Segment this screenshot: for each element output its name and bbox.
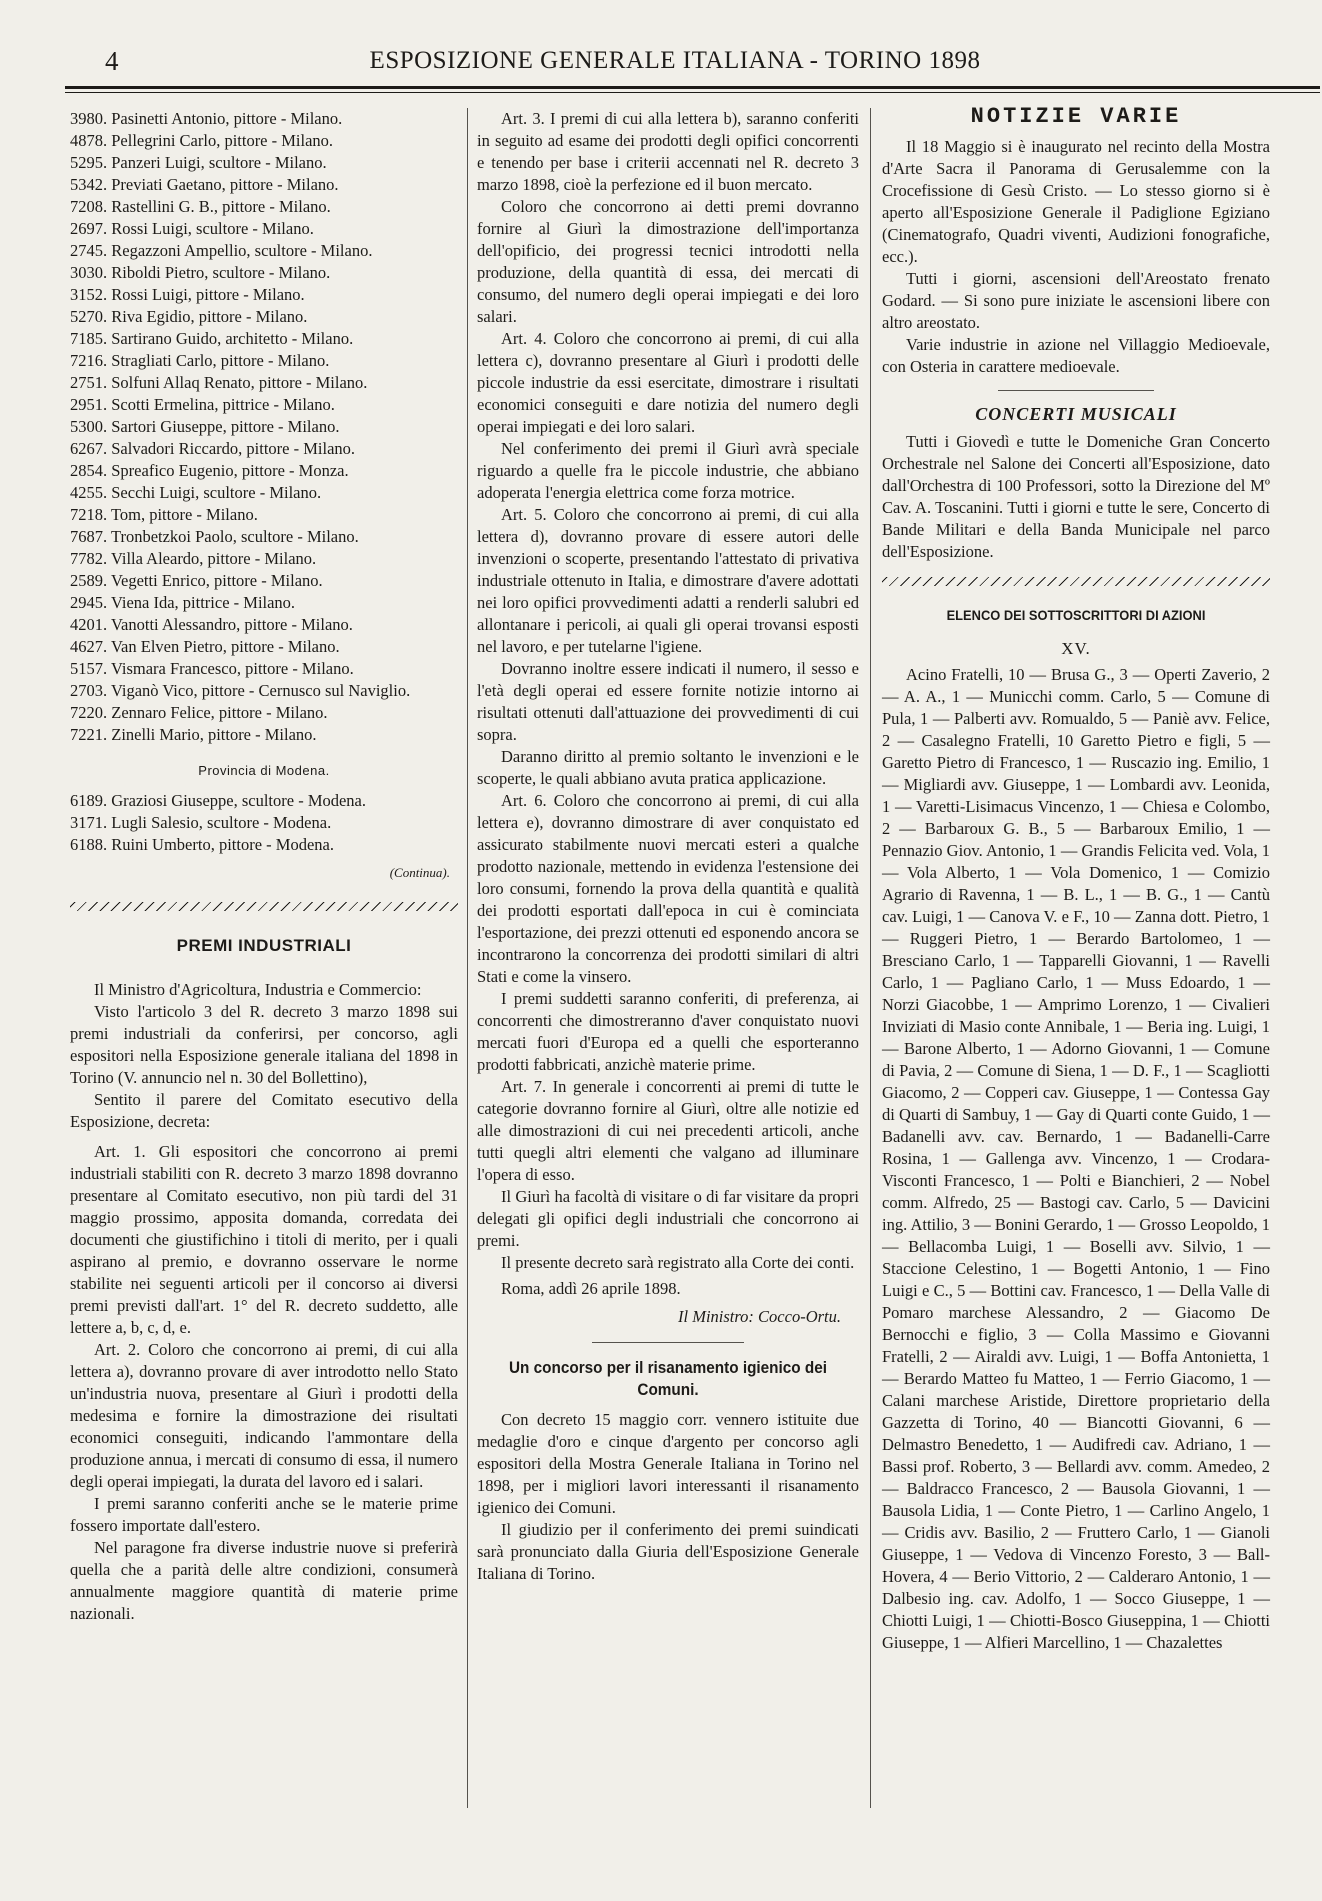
list-item: 3152. Rossi Luigi, pittore - Milano. [70, 285, 305, 304]
exhibitor-list-modena [70, 790, 458, 856]
column-left [70, 108, 458, 1625]
column-divider [870, 108, 871, 1808]
article-paragraph: Art. 5. Coloro che concorrono ai premi, di cui alla lettera d), dovranno provare di essere autori delle invenzioni o scoperte, presentando l'attestato di privativa industriale ottenuto in Italia, e dimostrare d'avere adottati nei loro opifici provvedimenti adatti a renderli salubri ed allontanare i pericoli, ai quali gli operai trovansi esposti nel lavoro, e per tutelarne l'igiene. [477, 505, 859, 656]
section-rule [998, 390, 1153, 391]
list-item: 7687. Tronbetzkoi Paolo, scultore - Milano. [70, 527, 359, 546]
elenco-numeral: XV. [1061, 639, 1091, 658]
list-item: 6189. Graziosi Giuseppe, scultore - Modena. [70, 791, 367, 810]
article-paragraph: Art. 3. I premi di cui alla lettera b), saranno conferiti in seguito ad esame dei prodotti degli opifici concorrenti e tenendo per base i criterii accennati nel R. decreto 3 marzo 1898, cioè la perfezione ed il buon mercato. [477, 109, 859, 194]
article-paragraph: Art. 7. In generale i concorrenti ai premi di tutte le categorie dovranno fornire al Giurì, oltre alle notizie ed alle dimostrazioni di cui nei precedenti articoli, anche tutti quegli altri elementi che valgano ad illuminare l'opera di esso. [477, 1077, 859, 1184]
list-item: 5300. Sartori Giuseppe, pittore - Milano. [70, 417, 340, 436]
article-paragraph: I premi saranno conferiti anche se le materie prime fossero importate dall'estero. [70, 1494, 458, 1535]
igiene-heading: Un concorso per il risanamento igienico dei Comuni. [509, 1358, 827, 1399]
notizie-paragraph: Il 18 Maggio si è inaugurato nel recinto della Mostra d'Arte Sacra il Panorama di Gerusalemme con la Crocefissione di Gesù Cristo. — Lo stesso giorno si è aperto all'Esposizione Generale il Padiglione Egiziano (Cinematografo, Quadri viventi, Audizioni fonografiche, ecc.). [882, 137, 1270, 266]
header-rule-thick [65, 86, 1320, 89]
section-subheading-modena: Provincia di Modena. [198, 763, 330, 778]
concerti-paragraph: Tutti i Giovedì e tutte le Domeniche Gran Concerto Orchestrale nel Salone dei Concerti all'Esposizione, dato dall'Orchestra di 100 Professori, sotto la Direzione del Mº Cav. A. Toscanini. Tutti i giorni e tutte le sere, Concerto di Bande Militari e della Banda Municipale nel parco dell'Esposizione. [882, 432, 1270, 561]
igiene-paragraph: Il giudizio per il conferimento dei premi suindicati sarà pronunciato dalla Giuria dell'Esposizione Generale Italiana di Torino. [477, 1520, 859, 1583]
column-divider [467, 108, 468, 1808]
zigzag-divider [70, 902, 458, 911]
article-paragraph: Il Giurì ha facoltà di visitare o di far visitare da propri delegati gli opifici degli industriali che concorrono ai premi. [477, 1187, 859, 1250]
list-item: 5295. Panzeri Luigi, scultore - Milano. [70, 153, 327, 172]
article-paragraph: Daranno diritto al premio soltanto le invenzioni e le scoperte, le quali abbiano avuta pratica applicazione. [477, 747, 859, 788]
list-item: 2945. Viena Ida, pittrice - Milano. [70, 593, 296, 612]
list-item: 2697. Rossi Luigi, scultore - Milano. [70, 219, 314, 238]
list-item: 7185. Sartirano Guido, architetto - Milano. [70, 329, 354, 348]
list-item: 5157. Vismara Francesco, pittore - Milano. [70, 659, 354, 678]
continued-note: (Continua). [389, 865, 450, 880]
list-item: 7782. Villa Aleardo, pittore - Milano. [70, 549, 317, 568]
list-item: 2703. Viganò Vico, pittore - Cernusco sul Naviglio. [70, 681, 411, 700]
page-title: ESPOSIZIONE GENERALE ITALIANA - TORINO 1898 [369, 47, 981, 74]
article-paragraph: Coloro che concorrono ai detti premi dovranno fornire al Giurì la dimostrazione dell'importanza dell'opificio, dei progressi tecnici introdotti nella produzione, della quantità di essa, dei mercati di consumo, del numero degli operai impiegati e dei loro salari. [477, 197, 859, 326]
article-paragraph: Art. 6. Coloro che concorrono ai premi, di cui alla lettera e), dovranno dimostrare di aver conquistato ed assicurato stabilmente nuovi mercati esteri a qualche prodotto nazionale, mettendo in evidenza l'estensione dei loro consumi, fornendo la prova della quantità e qualità dei prodotti esportati dall'epoca in cui è cominciata l'esportazione, dei prezzi ottenuti ed esponendo ancora se incontrarono la concorrenza dei prodotti similari di altri Stati e come la vinsero. [477, 791, 859, 986]
article-paragraph: Art. 1. Gli espositori che concorrono ai premi industriali stabiliti con R. decreto 3 marzo 1898 dovranno presentare al Comitato esecutivo, non più tardi del 31 maggio prossimo, apposita domanda, corredata dei documenti che giustifichino i titoli di merito, per i quali aspirano al premio, e dovranno osservare le norme stabilite nei seguenti articoli per il concorso ai diversi premi previsti dall'art. 1° del R. decreto suddetto, alle lettere a, b, c, d, e. [70, 1142, 458, 1337]
article-paragraph: Nel conferimento dei premi il Giurì avrà speciale riguardo a quelle fra le piccole industrie, che abbiano adoperata l'energia elettrica come forza motrice. [477, 439, 859, 502]
list-item: 7218. Tom, pittore - Milano. [70, 505, 258, 524]
column-right [882, 104, 1270, 1654]
list-item: 4878. Pellegrini Carlo, pittore - Milano. [70, 131, 334, 150]
list-item: 7221. Zinelli Mario, pittore - Milano. [70, 725, 317, 744]
list-item: 7216. Stragliati Carlo, pittore - Milano. [70, 351, 330, 370]
article-paragraph: Art. 4. Coloro che concorrono ai premi, di cui alla lettera c), dovranno presentare al Giurì i prodotti delle piccole industrie da essi esercitate, dimostrare i risultati economici conseguiti e dare notizia del numero degli operai impiegati e dei loro salari. [477, 329, 859, 436]
premi-paragraph: Sentito il parere del Comitato esecutivo della Esposizione, decreta: [70, 1090, 458, 1131]
list-item: 3171. Lugli Salesio, scultore - Modena. [70, 813, 332, 832]
list-item: 4627. Van Elven Pietro, pittore - Milano. [70, 637, 340, 656]
exhibitor-list-milano [70, 108, 458, 746]
decree-date: Roma, addì 26 aprile 1898. [501, 1279, 681, 1298]
article-paragraph: Dovranno inoltre essere indicati il numero, il sesso e l'età degli operai ed essere fornite notizie intorno ai risultati ottenuti dall'attuazione dei provvedimenti di cui sopra. [477, 659, 859, 744]
list-item: 2745. Regazzoni Ampellio, scultore - Milano. [70, 241, 373, 260]
page-header [95, 40, 1255, 86]
list-item: 2854. Spreafico Eugenio, pittore - Monza. [70, 461, 349, 480]
list-item: 2951. Scotti Ermelina, pittrice - Milano. [70, 395, 335, 414]
section-rule [592, 1342, 745, 1343]
list-item: 2589. Vegetti Enrico, pittore - Milano. [70, 571, 323, 590]
list-item: 4255. Secchi Luigi, scultore - Milano. [70, 483, 322, 502]
igiene-paragraph: Con decreto 15 maggio corr. vennero istituite due medaglie d'oro e cinque d'argento per concorso agli espositori della Mostra Generale Italiana in Torino nel 1898, per i migliori lavori interessanti il risanamento igienico dei Comuni. [477, 1410, 859, 1517]
article-paragraph: Nel paragone fra diverse industrie nuove si preferirà quella che a parità delle altre condizioni, consumerà annualmente maggiore quantità di materie prime nazionali. [70, 1538, 458, 1623]
column-middle [477, 108, 859, 1585]
header-rule-thin [65, 92, 1320, 93]
list-item: 7220. Zennaro Felice, pittore - Milano. [70, 703, 328, 722]
zigzag-divider [882, 577, 1270, 586]
article-paragraph: Il presente decreto sarà registrato alla Corte dei conti. [501, 1253, 855, 1272]
article-paragraph: I premi suddetti saranno conferiti, di preferenza, ai concorrenti che dimostreranno d'aver conquistato nuovi mercati fuori d'Europa ed a quelli che esporteranno prodotti fabbricati, anzichè materie prime. [477, 989, 859, 1074]
premi-paragraph: Il Ministro d'Agricoltura, Industria e Commercio: [94, 980, 422, 999]
list-item: 5342. Previati Gaetano, pittore - Milano. [70, 175, 339, 194]
minister-signature: Il Ministro: Cocco-Ortu. [678, 1307, 841, 1326]
list-item: 6267. Salvadori Riccardo, pittore - Milano. [70, 439, 356, 458]
notizie-paragraph: Tutti i giorni, ascensioni dell'Areostato frenato Godard. — Si sono pure iniziate le ascensioni libere con altro areostato. [882, 269, 1270, 332]
elenco-heading: ELENCO DEI SOTTOSCRITTORI DI AZIONI [946, 607, 1206, 623]
elenco-list: Acino Fratelli, 10 — Brusa G., 3 — Operti Zaverio, 2 — A. A., 1 — Municchi comm. Carlo, 5 — Comune di Pula, 1 — Palberti avv. Romualdo, 5 — Paniè avv. Felice, 2 — Casalegno Fratelli, 10 Garetto Pietro e figli, 5 — Garetto Pietro di Francesco, 1 — Ruscazio ing. Emilio, 1 — Migliardi avv. Giuseppe, 1 — Lombardi avv. Leonida, 1 — Varetti-Lisimacus Vincenzo, 1 — Chiesa e Colombo, 2 — Barbaroux G. B., 5 — Barbaroux Emilio, 1 — Pennazio Giov. Antonio, 1 — Grandis Felicita ved. Vola, 1 — Vola Alberto, 1 — Vola Domenico, 1 — Comizio Agrario di Ravenna, 1 — B. L., 1 — B. G., 1 — Cantù cav. Luigi, 1 — Canova V. e F., 10 — Zanna dott. Pietro, 1 — Ruggeri Pietro, 1 — Berardo Bartolomeo, 1 — Bresciano Carlo, 1 — Tapparelli Giovanni, 1 — Ravelli Carlo, 1 — Pagliano Carlo, 1 — Muss Edoardo, 1 — Norzi Giacobbe, 1 — Amprimo Lorenzo, 1 — Civalieri Inviziati di Masio conte Annibale, 1 — Beria ing. Luigi, 1 — Barone Alberto, 1 — Adorno Giovanni, 1 — Comune di Pavia, 2 — Comune di Siena, 1 — D. F., 1 — Scagliotti Giacomo, 2 — Copperi cav. Giuseppe, 1 — Contessa Gay di Quarti di Sambuy, 1 — Gay di Quarti conte Guido, 1 — Badanelli avv. cav. Bernardo, 1 — Badanelli-Carre Rosina, 1 — Gallenga avv. Vincenzo, 1 — Crodara-Visconti Francesco, 1 — Polti e Bianchieri, 2 — Nobel comm. Alfredo, 25 — Bastogi cav. Carlo, 5 — Davicini ing. Attilio, 3 — Bonini Gerardo, 1 — Grosso Leopoldo, 1 — Bellacomba Luigi, 1 — Boselli avv. Silvio, 1 — Staccione Celestino, 1 — Bogetti Antonio, 1 — Fino Luigi e C., 5 — Bottini cav. Francesco, 1 — Della Valle di Pomaro marchese Alessandro, 2 — Giacomo De Bernocchi e figlio, 3 — Colla Massimo e Giovanni Fratelli, 2 — Airaldi avv. Luigi, 1 — Boffa Antonietta, 1 — Berardo Matteo fu Matteo, 1 — Ferrio Giacomo, 1 — Calani marchese Aristide, Direttore proprietario della Gazzetta di Torino, 40 — Biancotti Giovanni, 6 — Delmastro Benedetto, 1 — Audifredi cav. Adriano, 1 — Bassi prof. Roberto, 3 — Bellardi avv. comm. Amedeo, 2 — Baldracco Francesco, 2 — Bausola Giovanni, 1 — Bausola Lidia, 1 — Conte Pietro, 1 — Carlino Angelo, 1 — Cridis avv. Basilio, 2 — Fruttero Carlo, 1 — Gianoli Giuseppe, 1 — Vedova di Vincenzo Foresto, 3 — Ball-Hovera, 4 — Berio Vittorio, 2 — Calderaro Antonio, 1 — Dalbesio ing. cav. Adolfo, 1 — Socco Giuseppe, 1 — Chiotti Luigi, 1 — Chiotti-Bosco Giuseppina, 1 — Chiotti Giuseppe, 1 — Alfieri Marcellino, 1 — Chazalettes [882, 665, 1270, 1652]
list-item: 7208. Rastellini G. B., pittore - Milano. [70, 197, 331, 216]
concerti-heading: CONCERTI MUSICALI [975, 404, 1177, 424]
list-item: 5270. Riva Egidio, pittore - Milano. [70, 307, 308, 326]
premi-paragraph: Visto l'articolo 3 del R. decreto 3 marzo 1898 sui premi industriali da conferirsi, per concorso, agli espositori nella Esposizione generale italiana del 1898 in Torino (V. annuncio nel n. 30 del Bollettino), [70, 1002, 458, 1087]
list-item: 4201. Vanotti Alessandro, pittore - Milano. [70, 615, 353, 634]
notizie-heading: NOTIZIE VARIE [970, 104, 1182, 129]
list-item: 3030. Riboldi Pietro, scultore - Milano. [70, 263, 331, 282]
list-item: 3980. Pasinetti Antonio, pittore - Milano. [70, 109, 343, 128]
page-number: 4 [105, 46, 119, 76]
list-item: 6188. Ruini Umberto, pittore - Modena. [70, 835, 334, 854]
article-paragraph: Art. 2. Coloro che concorrono ai premi, di cui alla lettera a), dovranno provare di aver introdotto nello Stato un'industria nuova, presentare al Giurì i prodotti della medesima e fornire la dimostrazione dei risultati economici conseguiti, indicando l'ammontare della produzione annua, i mercati di consumo di essa, il numero degli operai impiegati, la durata del lavoro ed i salari. [70, 1340, 458, 1491]
notizie-paragraph: Varie industrie in azione nel Villaggio Medioevale, con Osteria in carattere medioevale. [882, 335, 1270, 376]
premi-heading: PREMI INDUSTRIALI [176, 936, 352, 955]
list-item: 2751. Solfuni Allaq Renato, pittore - Milano. [70, 373, 368, 392]
